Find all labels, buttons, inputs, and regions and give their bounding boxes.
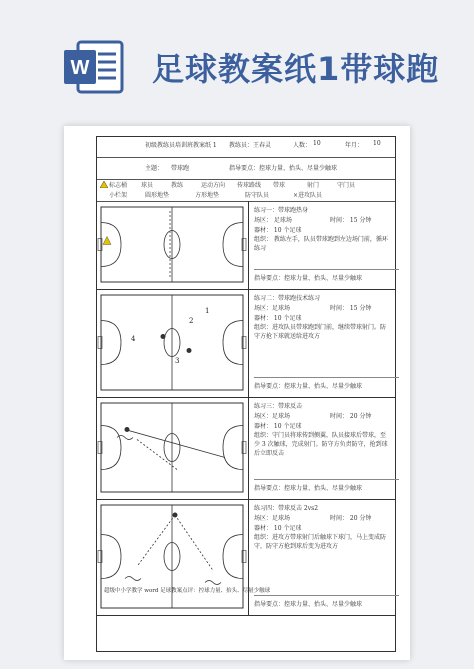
legend-shoot: 射门 [307, 182, 320, 189]
plan-label: 初级教练员培训班教案纸 1 [145, 142, 217, 149]
field-cell [97, 289, 249, 397]
banner-title: 足球教案纸1带球跑 [152, 50, 440, 88]
legend [97, 179, 395, 202]
ball [187, 348, 192, 353]
ball [173, 513, 178, 518]
drill-equipment: 器材： 10 个足球 [254, 423, 302, 430]
header-row-1 [97, 137, 395, 158]
field-cell [97, 499, 249, 615]
drill-guide: 指导要点：控球力量、抬头、尽量少触球 [254, 601, 363, 608]
field-cell [97, 201, 249, 289]
drill-row-4 [97, 499, 395, 616]
ball [161, 334, 166, 339]
drill-notes [250, 499, 395, 615]
drill-venue: 场区： 足球场 [254, 217, 292, 224]
drill-method: 组织： 教练左手，队员带球跑到左边场门前，循环练习 [254, 236, 388, 252]
field-cell [97, 397, 249, 499]
footer-note: 超级中小学教学 word 足球教案点评：控球力量、抬头、尽量少触球 [104, 588, 271, 594]
legend-pass: 传球路线 [237, 182, 262, 189]
player-number: 2 [189, 317, 194, 325]
drill-guide: 指导要点：控球力量、抬头、尽量少触球 [254, 275, 363, 282]
drill-row-3 [97, 397, 395, 500]
soccer-field-diagram [97, 201, 247, 288]
legend-hurdle: 小栏架 [109, 192, 128, 199]
drill-title: 练习三：带球反击 [254, 403, 303, 410]
svg-text:W: W [70, 57, 90, 79]
drill-time: 时间： 15 分钟 [330, 217, 372, 224]
legend-round-mat: 圆形地垫 [145, 192, 170, 199]
divider [254, 479, 399, 480]
soccer-field-diagram [97, 289, 247, 396]
legend-player: 球员 [141, 182, 154, 189]
drill-title: 练习二：带球跑技术练习 [254, 295, 321, 302]
cone-icon [103, 237, 111, 245]
topic-value: 带球跑 [171, 165, 190, 172]
drill-method: 组织：进攻方带球射门后触球下球门，马上变成防守，防守方抢到球后变为进攻方 [254, 534, 387, 550]
player-number: 3 [175, 357, 180, 365]
player-number: 4 [131, 335, 136, 343]
legend-coach: 教练 [171, 182, 184, 189]
drill-time: 时间： 20 分钟 [330, 515, 372, 522]
soccer-field-diagram [97, 499, 247, 614]
divider [254, 595, 399, 596]
drill-venue: 场区：足球场 [254, 515, 291, 522]
legend-direction: 运动方向 [201, 182, 226, 189]
ball [125, 427, 130, 432]
drill-time: 时间： 15 分钟 [330, 305, 372, 312]
drill-guide: 指导要点：控球力量、抬头、尽量少触球 [254, 383, 363, 390]
date-label: 年月： [345, 142, 364, 149]
drill-row-2 [97, 289, 395, 398]
drill-equipment: 器材： 10 个足球 [254, 227, 302, 234]
drill-venue: 场区：足球场 [254, 305, 291, 312]
drill-title: 练习一：带球跑热身 [254, 207, 309, 214]
lesson-plan-sheet [96, 136, 396, 652]
guide-points: 指导要点：控球力量、抬头、尽量少触球 [229, 165, 338, 172]
date-value: 10 [373, 140, 381, 147]
drill-notes [250, 289, 395, 397]
drill-notes [250, 397, 395, 499]
divider [254, 269, 399, 270]
header-row-2 [97, 157, 395, 180]
drill-guide: 指导要点：控球力量、抬头、尽量少触球 [254, 485, 363, 492]
banner [0, 0, 474, 112]
legend-goalkeeper: 守门员 [337, 182, 356, 189]
drill-method: 组织：守门员将球传到侧翼，队员接球后带球，至少 3 次触球，完成射门。防守方负责防守，抢到球后立即反击 [254, 432, 388, 457]
legend-defender: 防守队员 [245, 192, 270, 199]
drill-row-1 [97, 201, 395, 290]
legend-dribble: 带球 [273, 182, 286, 189]
cone-icon [100, 181, 108, 188]
word-document-icon [62, 38, 126, 96]
soccer-field-diagram [97, 397, 247, 498]
drill-title: 练习四：带球反击 2vs2 [254, 505, 319, 512]
legend-cone: 标志桶 [109, 182, 128, 189]
divider [254, 377, 399, 378]
people-value: 10 [313, 140, 321, 147]
legend-square-mat: 方形地垫 [195, 192, 220, 199]
legend-attacker: ×进攻队员 [293, 192, 323, 199]
drill-equipment: 器材： 10 个足球 [254, 315, 302, 322]
player-number: 1 [205, 307, 210, 315]
drill-method: 组织：进攻队员带球跑到门前，继续带球射门。防守方抢下球就送给进攻方 [254, 324, 387, 340]
drill-venue: 场区：足球场 [254, 413, 291, 420]
drill-time: 时间： 20 分钟 [330, 413, 372, 420]
drill-notes [250, 201, 395, 289]
topic-label: 主题： [145, 165, 164, 172]
coach-name: 教练员：王春灵 [229, 142, 272, 149]
people-label: 人数： [293, 142, 312, 149]
drill-equipment: 器材： 10 个足球 [254, 525, 302, 532]
